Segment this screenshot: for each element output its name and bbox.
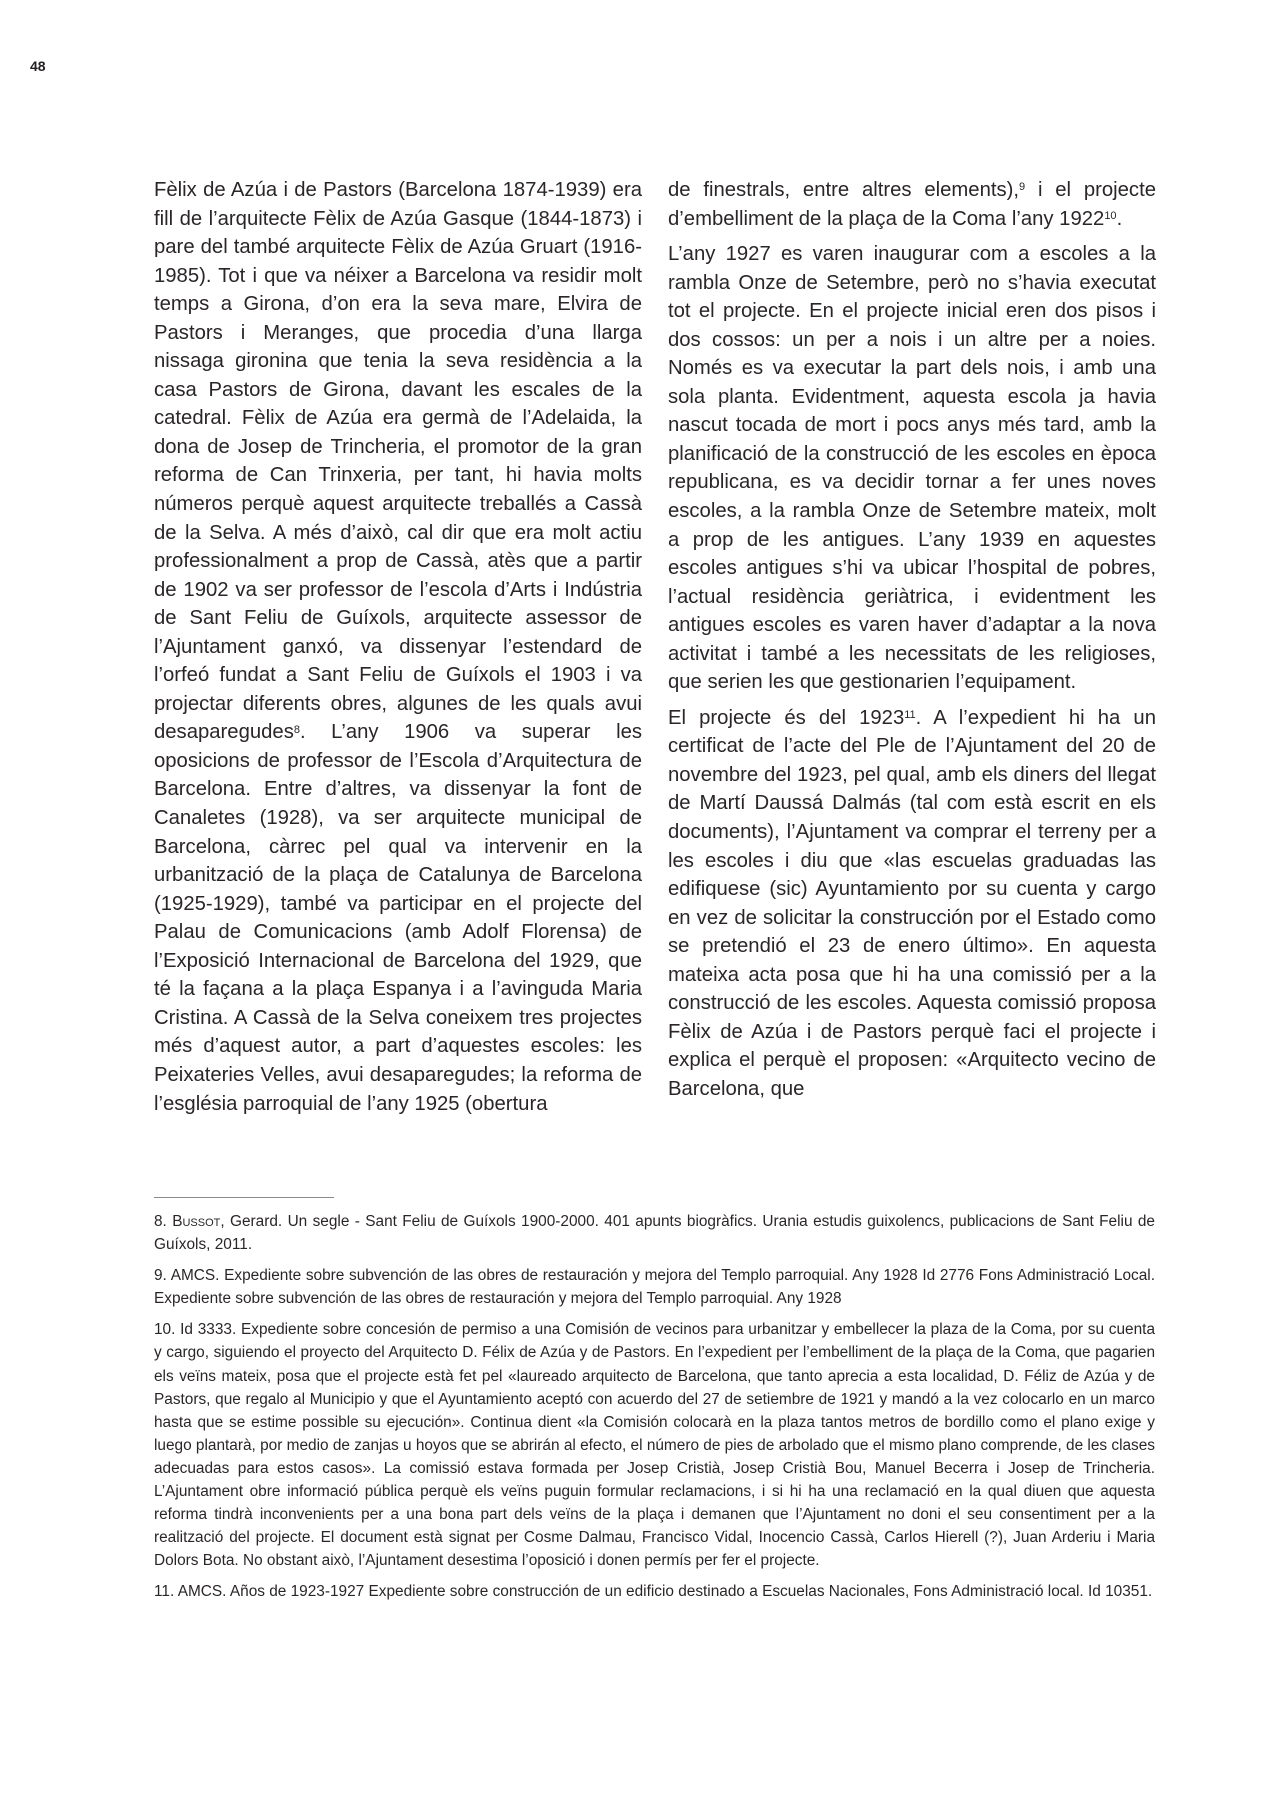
footnote-ref-11[interactable]: 11 <box>904 709 916 722</box>
body-paragraph <box>668 704 1156 1104</box>
paragraph-text: Fèlix de Azúa i de Pastors (Barcelona 1874-1939) era fill de l’arquitecte Fèlix de Azúa Gasque (1844-1873) i pare del també arquitecte Fèlix de Azúa Gruart (1916-1985). Tot i que va néixer a Barcelona va residir molt temps a Girona, d’on era la seva mare, Elvira de Pastors i Meranges, que procedia d’una llarga nissaga gironina que tenia la seva residència a la casa Pastors de Girona, davant les escales de la catedral. Fèlix de Azúa era germà de l’Adelaida, la dona de Josep de Trincheria, el promotor de la gran reforma de Can Trinxeria, per tant, hi havia molts números perquè aquest arquitecte treballés a Cassà de la Selva. A més d’això, cal dir que era molt actiu professionalment a prop de Cassà, atès que a partir de 1902 va ser professor de l’escola d’Arts i Indústria de Sant Feliu de Guíxols, arquitecte assessor de l’Ajuntament ganxó, va dissenyar l’estendard de l’orfeó fundat a Sant Feliu de Guíxols el 1903 i va projectar diferents obres, algunes de les quals avui desaparegudes <box>154 179 642 744</box>
footnote-9 <box>154 1264 1155 1310</box>
body-paragraph <box>154 176 642 1118</box>
footnote-ref-9[interactable]: 9 <box>1019 181 1026 194</box>
footnote-8 <box>154 1210 1155 1256</box>
footnote-ref-8[interactable]: 8 <box>293 723 300 736</box>
footnote-text: AMCS. Años de 1923-1927 Expediente sobre construcción de un edificio destinado a Escuelas Nacionales, Fons Administració local. Id 10351. <box>177 1583 1153 1601</box>
footnote-number: 9. <box>154 1267 167 1285</box>
footnote-number: 11. <box>154 1583 175 1601</box>
footnote-11 <box>154 1580 1155 1603</box>
footnote-number: 10. <box>154 1321 176 1339</box>
footnote-text: Id 3333. Expediente sobre concesión de permiso a una Comisión de vecinos para urbanitzar y embellecer la plaza de la Coma, por su cuenta y cargo, siguiendo el proyecto del Arquitecto D. Félix de Azúa y de Pastors. En l’expedient per l’embelliment de la plaça de la Coma, que pagarien els veïns mateix, posa que el projecte està fet pel «laureado arquitecto de Barcelona, que tanto aprecia a esta localidad, D. Féliz de Azúa y de Pastors, que regalo al Municipio y que el Ayuntamiento aceptó con acuerdo del 27 de setiembre de 1921 y mandó a la vez colocarlo en un marco hasta que se estime possible su ejecución». Continua dient «la Comisión colocarà en la plaza tantos metros de bordillo como el plano exige y luego plantarà, por medio de zanjas u hoyos que se abrirán al efecto, el número de pies de arbolado que el mismo plano comprende, de les clases adecuadas para estos casos». La comissió estava formada per Josep Cristià, Josep Cristià Bou, Manuel Becerra i Josep de Trincheria. L’Ajuntament obre informació pública perquè els veïns puguin formular reclamacions, i si hi ha una reclamació en la qual diuen que aquesta reforma tindrà inconvenients per a una bona part dels veïns de la plaça i demanen que l’Ajuntament no doni el seu consentiment per a la realització del projecte. El document està signat per Cosme Dalmau, Francisco Vidal, Inocencio Cassà, Carlos Hierell (?), Juan Arderiu i Maria Dolors Bota. No obstant això, l’Ajuntament desestima l’oposició i donen permís per fer el projecte. <box>154 1321 1156 1570</box>
paragraph-text: . L’any 1906 va superar les oposicions de professor de l’Escola d’Arquitectura de Barcelona. Entre d’altres, va dissenyar la font de Canaletes (1928), va ser arquitecte municipal de Barcelona, càrrec pel qual va intervenir en la urbanització de la plaça de Catalunya de Barcelona (1925-1929), també va participar en el projecte del Palau de Comunicacions (amb Adolf Florensa) de l’Exposició Internacional de Barcelona del 1929, que té la façana a la plaça Espanya i a l’avinguda Maria Cristina. A Cassà de la Selva coneixem tres projectes més d’aquest autor, a part d’aquestes escoles: les Peixateries Velles, avui desaparegudes; la reforma de l’església parroquial de l’any 1925 (obertura <box>154 721 642 1115</box>
footnotes-section <box>154 1210 1155 1612</box>
footnote-10 <box>154 1318 1155 1572</box>
body-column-left <box>154 176 642 1125</box>
footnote-ref-10[interactable]: 10 <box>1104 209 1117 222</box>
paragraph-text: de finestrals, entre altres elements), <box>668 179 1020 201</box>
paragraph-text: El projecte és del 1923 <box>668 706 905 729</box>
paragraph-text: . A l’expedient hi ha un certificat de l’acte del Ple de l’Ajuntament del 20 de novembre del 1923, pel qual, amb els diners del llegat de Martí Daussá Dalmás (tal com està escrit en els documents), l’Ajuntament va comprar el terreny per a les escoles i diu que «las escuelas graduadas las edifiquese (sic) Ayuntamiento por su cuenta y cargo en vez de solicitar la construcción por el Estado como se pretendió el 23 de enero último». En aquesta mateixa acta posa que hi ha una comissió per a la construcció de les escoles. Aquesta comissió proposa Fèlix de Azúa i de Pastors perquè faci el projecte i explica el perquè el proposen: «Arquitecto vecino de Barcelona, que <box>668 706 1156 1100</box>
paragraph-text: . <box>1116 207 1123 230</box>
footnote-divider <box>154 1197 334 1198</box>
body-paragraph <box>668 176 1156 233</box>
footnote-text: , Gerard. Un segle - Sant Feliu de Guíxols 1900-2000. 401 apunts biogràfics. Urania estudis guixolencs, publicacions de Sant Feliu de Guíxols, 2011. <box>154 1213 1155 1254</box>
page-number: 48 <box>30 58 46 74</box>
body-column-right <box>668 176 1156 1111</box>
footnote-number: 8. <box>154 1213 167 1230</box>
footnote-text: AMCS. Expediente sobre subvención de las obres de restauración y mejora del Templo parroquial. Any 1928 Id 2776 Fons Administració Local. Expediente sobre subvención de las obres de restauración y mejora del Templo parroquial. Any 1928 <box>154 1267 1155 1308</box>
footnote-author: Bussot <box>172 1213 221 1230</box>
paragraph-text: i el projecte d’embelliment de la plaça de la Coma l’any 1922 <box>668 179 1156 230</box>
body-paragraph: L’any 1927 es varen inaugurar com a escoles a la rambla Onze de Setembre, però no s’havia executat tot el projecte. En el projecte inicial eren dos pisos i dos cossos: un per a nois i un altre per a noies. Només es va executar la part dels nois, i amb una sola planta. Evidentment, aquesta escola ja havia nascut tocada de mort i pocs anys més tard, amb la planificació de la construcció de les escoles en època republicana, es va decidir tornar a fer unes noves escoles, a la rambla Onze de Setembre mateix, molt a prop de les antigues. L’any 1939 en aquestes escoles antigues s’hi va ubicar l’hospital de pobres, l’actual residència geriàtrica, i evidentment les antigues escoles es varen haver d’adaptar a la nova activitat i també a les necessitats de les religioses, que serien les que gestionarien l’equipament. <box>668 243 1156 694</box>
